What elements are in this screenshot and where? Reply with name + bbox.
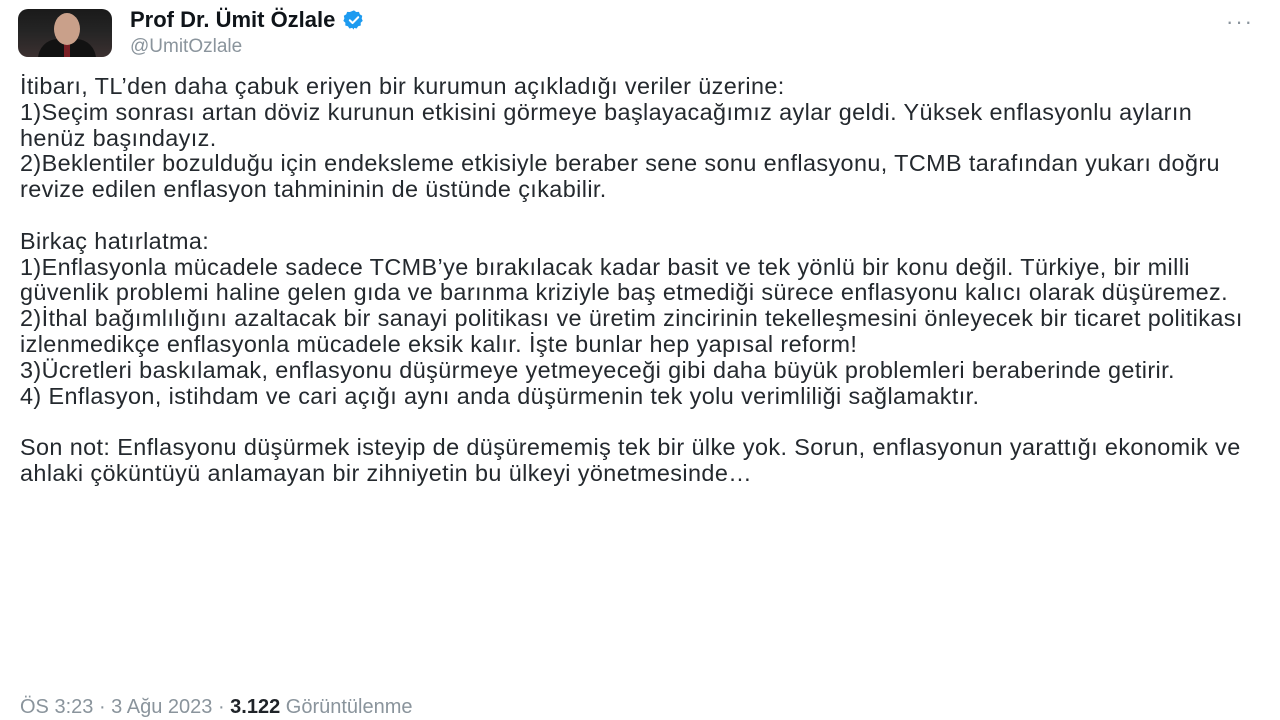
views-label: Görüntülenme — [280, 696, 413, 718]
meta-separator: · — [93, 696, 112, 718]
tweet-header — [18, 6, 365, 60]
display-name-row — [130, 7, 365, 33]
display-name[interactable]: Prof Dr. Ümit Özlale — [130, 7, 336, 32]
avatar[interactable] — [18, 9, 112, 57]
tweet-date[interactable]: 3 Ağu 2023 — [111, 696, 213, 718]
avatar-face — [54, 13, 80, 45]
tweet-time[interactable]: ÖS 3:23 — [20, 696, 94, 718]
views-count[interactable]: 3.122 — [230, 696, 281, 718]
tweet-paragraph-3: Son not: Enflasyonu düşürmek isteyip de düşürememiş tek bir ülke yok. Sorun, enflasyonun yarattığı ekonomik ve ahlaki çöküntüyü anlamayan bir zihniyetin bu ülkeyi yönetmesinde… — [20, 434, 1248, 486]
more-options-icon[interactable]: ··· — [1226, 9, 1254, 34]
tweet-paragraph-1: İtibarı, TL’den daha çabuk eriyen bir kurumun açıkladığı veriler üzerine: 1)Seçim sonrası artan döviz kurunun etkisini görmeye başlayacağımız aylar geldi. Yüksek enflasyonlu ayların henüz başındayız. 2)Beklentiler bozulduğu için endeksleme etkisiyle beraber sene sonu enflasyonu, TCMB tarafından yukarı doğru revize edilen enflasyon tahmininin de üstünde çıkabilir. — [20, 73, 1220, 203]
verified-badge-icon[interactable] — [343, 9, 365, 31]
paragraph-gap — [20, 409, 1260, 435]
meta-separator: · — [212, 696, 231, 718]
avatar-tie — [64, 43, 70, 57]
paragraph-gap — [20, 203, 1260, 229]
tweet-meta — [20, 695, 413, 719]
tweet-text — [20, 74, 1260, 487]
tweet-paragraph-2: Birkaç hatırlatma: 1)Enflasyonla mücadele sadece TCMB’ye bırakılacak kadar basit ve tek yönlü bir konu değil. Türkiye, bir milli güvenlik problemi haline gelen gıda ve barınma kriziyle baş etmediği sürece enflasyonu kalıcı olarak düşüremez. 2)İthal bağımlılığını azaltacak bir sanayi politikası ve üretim zincirinin tekelleşmesini önleyecek bir ticaret politikası izlenmedikçe enflasyonla mücadele eksik kalır. İşte bunlar hep yapısal reform! 3)Ücretleri baskılamak, enflasyonu düşürmeye yetmeyeceği gibi daha büyük problemleri beraberinde getirir. 4) Enflasyon, istihdam ve cari açığı aynı anda düşürmenin tek yolu verimliliği sağlamaktır. — [20, 227, 1243, 409]
author-block — [130, 7, 365, 59]
handle[interactable]: @UmitOzlale — [130, 36, 243, 57]
